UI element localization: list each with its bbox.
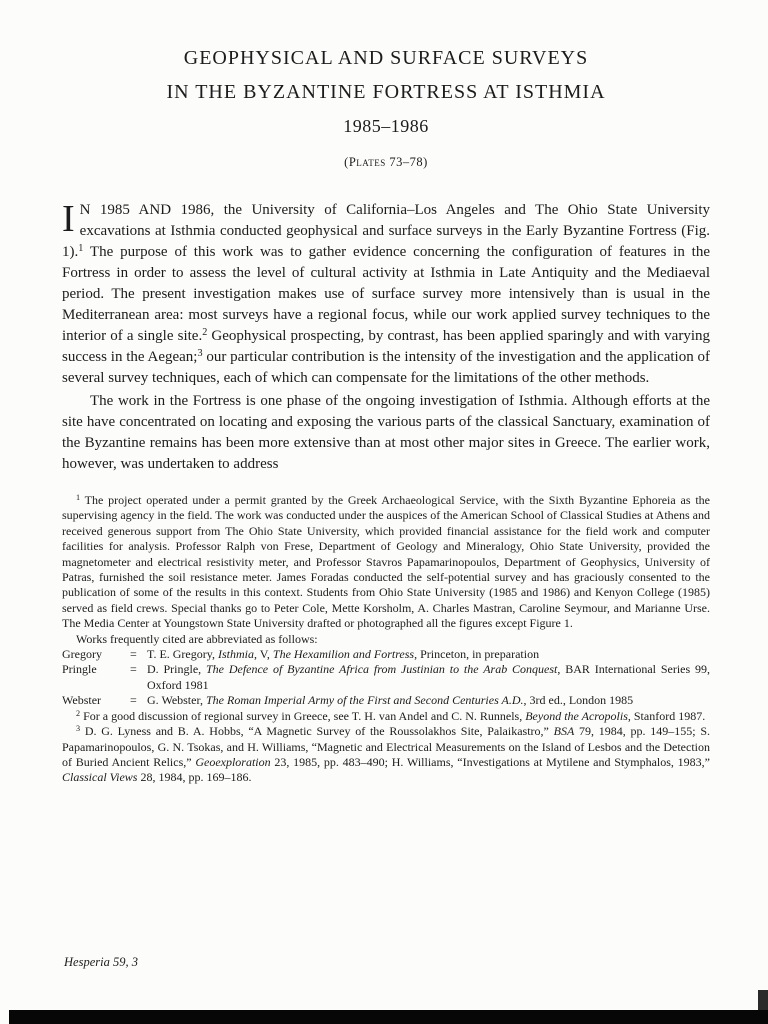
- abbreviation-row-gregory: [62, 647, 710, 662]
- journal-footer: [64, 955, 138, 970]
- equals-sign: =: [130, 647, 137, 662]
- works-cited-intro: Works frequently cited are abbreviated as follows:: [76, 631, 318, 646]
- abbreviation-row-pringle: [62, 662, 710, 693]
- abbreviation-label: Pringle: [62, 662, 97, 677]
- plates-note: (Plates 73–78): [344, 155, 428, 169]
- paragraph-1-text: N 1985 AND 1986, the University of California–Los Angeles and The Ohio State University excavations at Isthmia conducted geophysical and surface surveys in the Early Byzantine Fortress (Fig. 1).$^1$ The purpose of this work was to gather evidence concerning the configuration of features in the Fortress in order to assess the level of cultural activity at Isthmia in Late Antiquity and the Mediaeval period. The present investigation makes use of surface survey more intensively than is usual in the Mediterranean area: most surveys have a regional focus, while our work applied survey techniques to the interior of a single site.$^2$ Geophysical prospecting, by contrast, has been applied sparingly and with varying success in the Aegean;$^3$ our particular contribution is the intensity of the investigation and the application of several survey techniques, each of which can compensate for the limitations of the other methods.: [62, 202, 710, 386]
- abbreviation-row-webster: [62, 693, 710, 708]
- scan-artifact-bar: [9, 1010, 768, 1024]
- abbreviation-citation: D. Pringle, The Defence of Byzantine Africa from Justinian to the Arab Conquest, BAR International Series 99, Oxford 1981: [147, 662, 710, 692]
- equals-sign: =: [130, 693, 137, 708]
- article-years: 1985–1986: [343, 116, 429, 136]
- footnotes-section: [62, 493, 710, 786]
- equals-sign: =: [130, 662, 137, 677]
- abbreviation-citation: G. Webster, The Roman Imperial Army of the First and Second Centuries A.D., 3rd ed., London 1985: [147, 693, 634, 708]
- footnote-1: $^1$ The project operated under a permit granted by the Greek Archaeological Service, with the Sixth Byzantine Ephoreia as the supervising agency in the field. The work was conducted under the auspices of the American School of Classical Studies at Athens and received generous support from The Ohio State University, which provided financial assistance for the field work and computer facilities for analysis. Professor Ralph von Frese, Department of Geology and Mineralogy, Ohio State University, provided the magnetometer and electrical resistivity meter, and Professor Stavros Papamarinopoulos, Department of Geophysics, University of Patras, furnished the soil resistance meter. James Foradas conducted the self-potential survey and has graciously consented to the publication of some of the results in this context. Students from Ohio State University (1985 and 1986) and Kenyon College (1985) served as field crews. Special thanks go to Peter Cole, Mette Korsholm, A. Charles Mastran, Caroline Seymour, and Marianne Urse. The Media Center at Youngstown State University drafted or photographed all the figures except Figure 1.: [62, 493, 710, 631]
- article-title-line-2: IN THE BYZANTINE FORTRESS AT ISTHMIA: [166, 81, 606, 103]
- drop-cap: I: [62, 198, 75, 240]
- footnote-2: $^2$ For a good discussion of regional survey in Greece, see T. H. van Andel and C. N. Runnels, Beyond the Acropolis, Stanford 1987.: [76, 708, 706, 723]
- footnote-3: $^3$ D. G. Lyness and B. A. Hobbs, “A Magnetic Survey of the Roussolakhos Site, Palaikastro,” BSA 79, 1984, pp. 149–155; S. Papamarinopoulos, G. N. Tsokas, and H. Williams, “Magnetic and Electrical Measurements on the Island of Lesbos and the Detection of Buried Ancient Relics,” Geoexploration 23, 1985, pp. 483–490; H. Williams, “Investigations at Mytilene and Stymphalos, 1983,” Classical Views 28, 1984, pp. 169–186.: [62, 724, 711, 785]
- article-title-line-1: GEOPHYSICAL AND SURFACE SURVEYS: [183, 47, 589, 69]
- abbreviation-label: Webster: [62, 693, 102, 708]
- journal-footer-text: Hesperia 59, 3: [64, 955, 138, 969]
- paragraph-2: The work in the Fortress is one phase of the ongoing investigation of Isthmia. Although efforts at the site have concentrated on locating and exposing the various parts of the classical Sanctuary, examination of the Byzantine remains has been more extensive than at most other major sites in Greece. The earlier work, however, was undertaken to address: [62, 393, 710, 472]
- abbreviation-label: Gregory: [62, 647, 102, 662]
- abbreviation-citation: T. E. Gregory, Isthmia, V, The Hexamilion and Fortress, Princeton, in preparation: [147, 647, 540, 662]
- page-content: [62, 0, 710, 786]
- paragraph-1: [62, 200, 710, 389]
- article-body: [62, 200, 710, 475]
- article-header: [62, 0, 710, 170]
